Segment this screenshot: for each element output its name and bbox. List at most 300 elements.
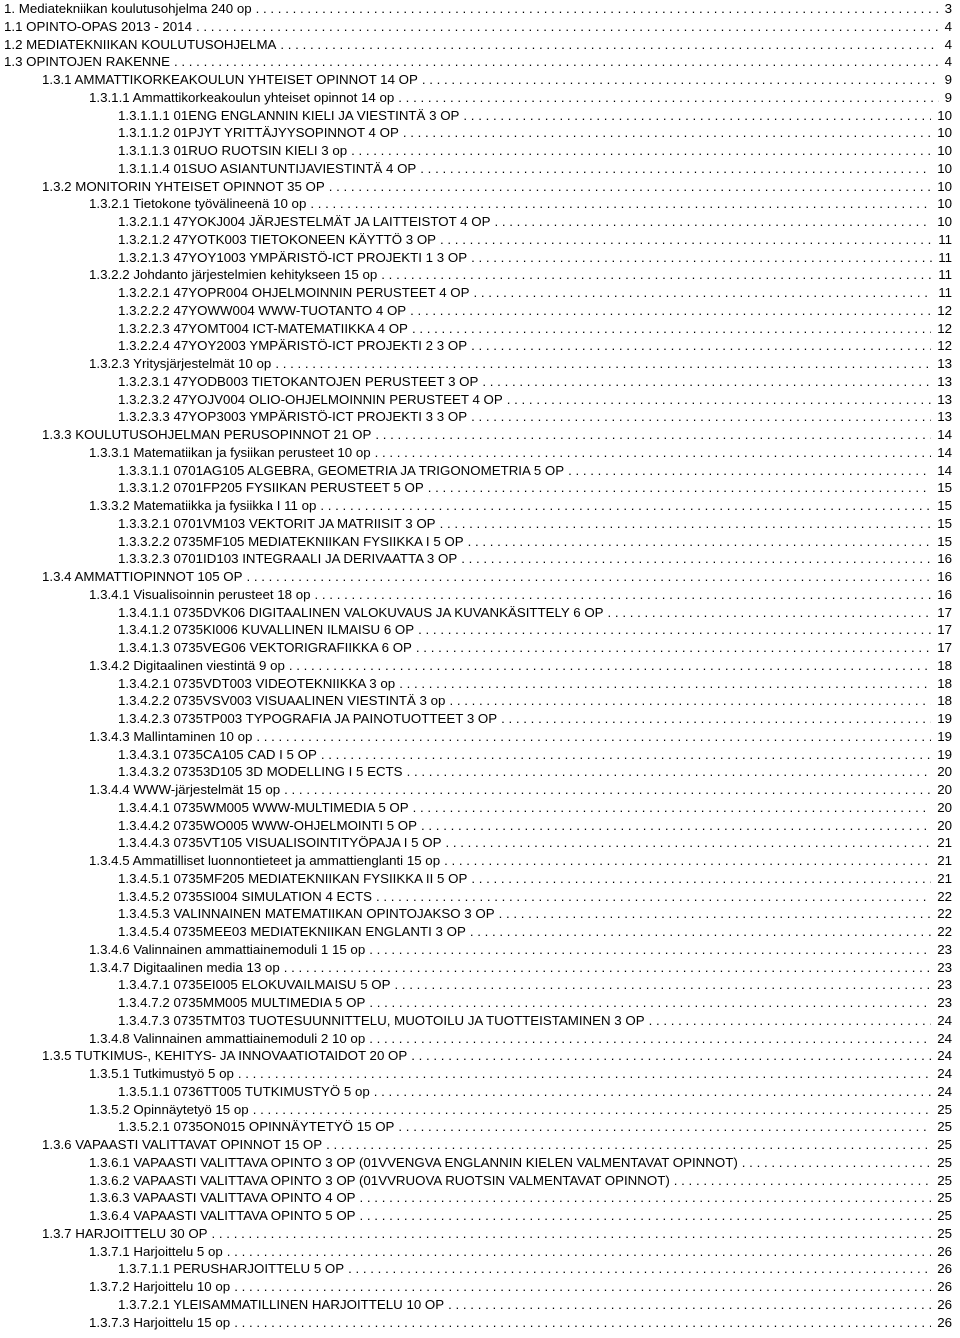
toc-entry-title: 1.3.2.3.2 47YOJV004 OLIO-OHJELMOINNIN PERUSTEET 4 OP <box>118 391 503 407</box>
toc-entry[interactable] <box>0 337 960 355</box>
toc-entry[interactable] <box>0 675 960 693</box>
toc-entry-title: 1.3.4.1.1 0735DVK06 DIGITAALINEN VALOKUVAUS JA KUVANKÄSITTELY 6 OP <box>118 604 604 620</box>
dot-leader <box>463 107 931 125</box>
toc-entry[interactable] <box>0 213 960 231</box>
toc-entry-page-number: 21 <box>937 853 952 868</box>
toc-entry-page-number: 25 <box>937 1137 952 1152</box>
toc-entry-page-number: 11 <box>938 285 952 300</box>
dot-leader <box>742 1154 931 1172</box>
dot-leader <box>445 834 931 852</box>
dot-leader <box>474 284 933 302</box>
toc-entry-title: 1.3.6.1 VAPAASTI VALITTAVA OPINTO 3 OP (01VVENGVA ENGLANNIN KIELEN VALMENTAVAT OPINNOT) <box>89 1154 738 1170</box>
dot-leader <box>449 692 931 710</box>
toc-entry[interactable] <box>0 1243 960 1261</box>
toc-entry-page-number: 20 <box>937 817 952 833</box>
toc-entry-page-number: 20 <box>937 782 952 797</box>
toc-entry[interactable] <box>0 1314 960 1332</box>
toc-entry-page-number: 10 <box>937 178 952 194</box>
toc-entry-title: 1.3.2.1.3 47YOY1003 YMPÄRISTÖ-ICT PROJEKTI 1 3 OP <box>118 249 468 265</box>
toc-entry-page-number: 25 <box>937 1172 952 1188</box>
toc-entry-page-number: 26 <box>937 1296 952 1312</box>
toc-entry-title: 1.3.2.1 Tietokone työvälineenä 10 op <box>89 196 307 212</box>
toc-entry-title: 1.3.4.7 Digitaalinen media 13 op <box>89 959 280 975</box>
toc-entry-title: 1.3.2.3 Yritysjärjestelmät 10 op <box>89 356 272 371</box>
toc-entry[interactable] <box>0 781 960 799</box>
dot-leader <box>256 728 931 746</box>
toc-entry-page-number: 13 <box>937 373 952 389</box>
toc-entry-title: 1.3.2.2 Johdanto järjestelmien kehitykseen 15 op <box>89 267 378 283</box>
toc-entry-page-number: 21 <box>937 870 952 886</box>
dot-leader <box>674 1172 931 1190</box>
toc-entry-page-number: 10 <box>937 125 952 141</box>
toc-entry[interactable] <box>0 1207 960 1225</box>
toc-entry-title: 1.3.7.2 Harjoittelu 10 op <box>89 1279 231 1294</box>
toc-entry[interactable] <box>0 355 960 373</box>
toc-entry-title: 1.3.4.5.3 VALINNAINEN MATEMATIIKAN OPINTOJAKSO 3 OP <box>118 906 495 922</box>
toc-entry[interactable] <box>0 462 960 480</box>
toc-entry[interactable] <box>0 1047 960 1065</box>
toc-entry-page-number: 18 <box>937 693 952 709</box>
toc-entry[interactable] <box>0 142 960 160</box>
dot-leader <box>289 657 931 675</box>
toc-entry-page-number: 19 <box>937 711 952 726</box>
toc-entry-title: 1.3.4.7.1 0735EI005 ELOKUVAILMAISU 5 OP <box>118 977 391 993</box>
dot-leader <box>399 675 931 693</box>
toc-entry-page-number: 25 <box>937 1119 952 1135</box>
dot-leader <box>196 18 939 36</box>
toc-entry[interactable] <box>0 1296 960 1314</box>
toc-entry-page-number: 3 <box>944 1 952 16</box>
toc-entry-page-number: 23 <box>937 941 952 957</box>
toc-entry-title: 1.3.6.4 VAPAASTI VALITTAVA OPINTO 5 OP <box>89 1208 356 1223</box>
dot-leader <box>375 426 931 444</box>
toc-entry-title: 1.3.4.7.3 0735TMT03 TUOTESUUNNITTELU, MUOTOILU JA TUOTTEISTAMINEN 3 OP <box>118 1012 645 1028</box>
dot-leader <box>470 923 931 941</box>
toc-entry-page-number: 15 <box>937 533 952 549</box>
toc-entry[interactable] <box>0 923 960 941</box>
toc-entry-page-number: 13 <box>937 409 952 425</box>
dot-leader <box>418 621 931 639</box>
dot-leader <box>375 444 932 462</box>
toc-entry-title: 1.3.2.3.1 47YODB003 TIETOKANTOJEN PERUSTEET 3 OP <box>118 373 479 389</box>
toc-entry[interactable] <box>0 1278 960 1296</box>
toc-entry[interactable] <box>0 746 960 764</box>
toc-entry-page-number: 17 <box>937 622 952 638</box>
toc-entry-page-number: 17 <box>937 604 952 620</box>
dot-leader <box>320 497 931 515</box>
dot-leader <box>369 994 931 1012</box>
dot-leader <box>428 479 931 497</box>
dot-leader <box>321 746 931 764</box>
toc-entry-page-number: 25 <box>937 1208 952 1223</box>
dot-leader <box>174 53 939 71</box>
toc-entry-title: 1.3.4 AMMATTIOPINNOT 105 OP <box>42 569 243 584</box>
dot-leader <box>315 586 932 604</box>
toc-entry[interactable] <box>0 178 960 196</box>
toc-entry-title: 1.2 MEDIATEKNIIKAN KOULUTUSOHJELMA <box>4 36 277 52</box>
toc-entry-page-number: 12 <box>937 338 952 354</box>
toc-entry[interactable] <box>0 692 960 710</box>
toc-entry[interactable] <box>0 284 960 302</box>
toc-entry[interactable] <box>0 1260 960 1278</box>
toc-entry-page-number: 14 <box>937 444 952 460</box>
toc-entry-title: 1.3.5 TUTKIMUS-, KEHITYS- JA INNOVAATIOTAIDOT 20 OP <box>42 1048 408 1064</box>
toc-entry-page-number: 15 <box>937 480 952 496</box>
toc-entry-title: 1.3.1.1.4 01SUO ASIANTUNTIJAVIESTINTÄ 4 OP <box>118 160 417 176</box>
toc-entry-title: 1.3.4.2.3 0735TP003 TYPOGRAFIA JA PAINOTUOTTEET 3 OP <box>118 711 498 726</box>
toc-entry-title: 1.3.4.3 Mallintaminen 10 op <box>89 728 253 744</box>
dot-leader <box>398 1118 931 1136</box>
toc-entry[interactable] <box>0 834 960 852</box>
toc-entry-title: 1.3.7.3 Harjoittelu 15 op <box>89 1314 231 1330</box>
toc-entry-title: 1.3.4.3.1 0735CA105 CAD I 5 OP <box>118 746 317 762</box>
toc-entry-title: 1.3 OPINTOJEN RAKENNE <box>4 54 171 70</box>
toc-entry-title: 1.3.4.5 Ammatilliset luonnontieteet ja ammattienglanti 15 op <box>89 853 441 868</box>
toc-entry[interactable] <box>0 1083 960 1101</box>
dot-leader <box>507 391 931 409</box>
toc-entry-title: 1.3.5.2.1 0735ON015 OPINNÄYTETYÖ 15 OP <box>118 1119 395 1135</box>
toc-entry-title: 1.3.3.1 Matematiikan ja fysiikan perusteet 10 op <box>89 444 371 460</box>
toc-entry-title: 1.3.1.1.2 01PJYT YRITTÄJYYSOPINNOT 4 OP <box>118 125 399 141</box>
dot-leader <box>310 195 931 213</box>
dot-leader <box>444 852 931 870</box>
toc-entry-page-number: 9 <box>944 72 952 87</box>
dot-leader <box>256 0 939 18</box>
toc-entry-page-number: 24 <box>937 1066 952 1081</box>
toc-entry[interactable] <box>0 302 960 320</box>
toc-entry-title: 1.3.1.1.3 01RUO RUOTSIN KIELI 3 op <box>118 143 348 158</box>
toc-entry-page-number: 11 <box>938 249 952 265</box>
toc-entry[interactable] <box>0 515 960 533</box>
toc-entry-title: 1.3.4.4.3 0735VT105 VISUALISOINTITYÖPAJA I 5 OP <box>118 835 442 851</box>
toc-entry[interactable] <box>0 444 960 462</box>
toc-entry-title: 1.3.4.2.2 0735VSV003 VISUAALINEN VIESTINTÄ 3 op <box>118 693 446 709</box>
toc-entry[interactable] <box>0 249 960 267</box>
toc-entry-page-number: 15 <box>937 515 952 531</box>
toc-entry-title: 1.3.7.1 Harjoittelu 5 op <box>89 1243 223 1259</box>
toc-entry-title: 1.3.2 MONITORIN YHTEISET OPINNOT 35 OP <box>42 178 325 194</box>
toc-entry-page-number: 26 <box>937 1261 952 1277</box>
toc-entry-page-number: 10 <box>937 160 952 176</box>
toc-entry[interactable] <box>0 728 960 746</box>
dot-leader <box>608 604 932 622</box>
toc-entry-page-number: 14 <box>937 462 952 478</box>
toc-entry-page-number: 22 <box>937 924 952 939</box>
dot-leader <box>374 1083 931 1101</box>
dot-leader <box>238 1065 931 1083</box>
toc-entry-page-number: 26 <box>937 1314 952 1330</box>
toc-entry[interactable] <box>0 888 960 906</box>
toc-entry-title: 1.3.5.2 Opinnäytetyö 15 op <box>89 1101 249 1117</box>
dot-leader <box>471 249 932 267</box>
dot-leader <box>381 266 932 284</box>
toc-entry-title: 1.3.4.6 Valinnainen ammattiainemoduli 1 15 op <box>89 941 366 957</box>
toc-entry-title: 1.3.5.1 Tutkimustyö 5 op <box>89 1066 234 1081</box>
toc-entry-title: 1.3.2.1.1 47YOKJ004 JÄRJESTELMÄT JA LAITTEISTOT 4 OP <box>118 214 491 229</box>
toc-entry[interactable] <box>0 1118 960 1136</box>
toc-entry[interactable] <box>0 160 960 178</box>
dot-leader <box>360 1189 932 1207</box>
dot-leader <box>369 941 931 959</box>
toc-entry-title: 1.3.4.2 Digitaalinen viestintä 9 op <box>89 657 285 673</box>
dot-leader <box>234 1278 931 1296</box>
toc-entry-page-number: 12 <box>937 302 952 318</box>
toc-entry[interactable] <box>0 1172 960 1190</box>
toc-entry-page-number: 16 <box>937 586 952 602</box>
toc-entry-title: 1.3.6 VAPAASTI VALITTAVAT OPINNOT 15 OP <box>42 1137 323 1152</box>
toc-entry[interactable] <box>0 1225 960 1243</box>
toc-entry-page-number: 25 <box>937 1190 952 1206</box>
dot-leader <box>471 408 931 426</box>
dot-leader <box>416 639 931 657</box>
toc-entry[interactable] <box>0 18 960 36</box>
dot-leader <box>403 124 931 142</box>
dot-leader <box>395 976 932 994</box>
toc-entry[interactable] <box>0 231 960 249</box>
dot-leader <box>284 959 931 977</box>
toc-entry[interactable] <box>0 0 960 18</box>
toc-entry[interactable] <box>0 604 960 622</box>
dot-leader <box>329 178 931 196</box>
dot-leader <box>407 763 932 781</box>
toc-entry[interactable] <box>0 1065 960 1083</box>
dot-leader <box>234 1314 931 1332</box>
toc-entry-title: 1.3.4.5.1 0735MF205 MEDIATEKNIIKAN FYSIIKKA II 5 OP <box>118 870 468 886</box>
dot-leader <box>501 710 931 728</box>
dot-leader <box>412 320 931 338</box>
toc-entry-title: 1.3.4.4.2 0735WO005 WWW-OHJELMOINTI 5 OP <box>118 817 418 833</box>
toc-entry[interactable] <box>0 408 960 426</box>
toc-entry-page-number: 12 <box>937 320 952 336</box>
toc-entry[interactable] <box>0 763 960 781</box>
toc-entry-title: 1.3.1.1 Ammattikorkeakoulun yhteiset opinnot 14 op <box>89 89 395 105</box>
toc-entry-page-number: 13 <box>937 391 952 407</box>
toc-entry-title: 1.3.6.2 VAPAASTI VALITTAVA OPINTO 3 OP (01VVRUOVA RUOTSIN VALMENTAVAT OPINNOT) <box>89 1172 670 1188</box>
toc-entry[interactable] <box>0 1136 960 1154</box>
toc-entry-title: 1.3.3.2 Matematiikka ja fysiikka I 11 op <box>89 498 317 513</box>
toc-entry[interactable] <box>0 89 960 107</box>
toc-entry-page-number: 24 <box>937 1012 952 1028</box>
toc-entry-title: 1.3.3 KOULUTUSOHJELMAN PERUSOPINNOT 21 OP <box>42 427 372 442</box>
toc-entry-page-number: 13 <box>937 356 952 371</box>
toc-entry-page-number: 15 <box>937 498 952 513</box>
toc-entry-title: 1.3.2.2.2 47YOWW004 WWW-TUOTANTO 4 OP <box>118 302 407 318</box>
toc-entry[interactable] <box>0 959 960 977</box>
toc-entry-page-number: 4 <box>944 36 952 52</box>
toc-entry-page-number: 10 <box>937 196 952 212</box>
toc-entry-title: 1.3.4.1.2 0735KI006 KUVALLINEN ILMAISU 6 OP <box>118 622 415 638</box>
toc-entry-page-number: 22 <box>937 906 952 922</box>
toc-entry-page-number: 14 <box>937 427 952 442</box>
toc-entry-title: 1.3.4.2.1 0735VDT003 VIDEOTEKNIIKKA 3 op <box>118 675 396 691</box>
toc-entry-page-number: 20 <box>937 799 952 815</box>
toc-entry[interactable] <box>0 1189 960 1207</box>
dot-leader <box>494 213 931 231</box>
dot-leader <box>411 1047 931 1065</box>
dot-leader <box>448 1296 931 1314</box>
dot-leader <box>280 36 938 54</box>
toc-entry[interactable] <box>0 870 960 888</box>
dot-leader <box>351 142 931 160</box>
toc-entry-title: 1.3.4.5.4 0735MEE03 MEDIATEKNIIKAN ENGLANTI 3 OP <box>118 924 466 939</box>
toc-entry-page-number: 11 <box>938 231 952 247</box>
toc-entry-title: 1.3.2.2.3 47YOMT004 ICT-MATEMATIIKKA 4 OP <box>118 320 408 336</box>
toc-entry[interactable] <box>0 479 960 497</box>
toc-entry-page-number: 25 <box>937 1154 952 1170</box>
toc-entry[interactable] <box>0 36 960 54</box>
dot-leader <box>212 1225 932 1243</box>
toc-entry-title: 1.3.1 AMMATTIKORKEAKOULUN YHTEISET OPINNOT 14 OP <box>42 72 418 87</box>
dot-leader <box>649 1012 932 1030</box>
toc-entry[interactable] <box>0 533 960 551</box>
toc-entry[interactable] <box>0 799 960 817</box>
dot-leader <box>471 337 931 355</box>
toc-entry[interactable] <box>0 266 960 284</box>
dot-leader <box>410 302 931 320</box>
toc-entry-page-number: 23 <box>937 977 952 993</box>
toc-entry[interactable] <box>0 621 960 639</box>
toc-entry[interactable] <box>0 941 960 959</box>
toc-entry-page-number: 24 <box>937 1030 952 1046</box>
toc-entry-page-number: 22 <box>937 888 952 904</box>
toc-entry[interactable] <box>0 586 960 604</box>
dot-leader <box>468 533 932 551</box>
dot-leader <box>482 373 931 391</box>
toc-entry-page-number: 11 <box>938 267 952 283</box>
toc-entry-page-number: 16 <box>937 569 952 584</box>
dot-leader <box>440 515 932 533</box>
toc-entry[interactable] <box>0 320 960 338</box>
toc-entry[interactable] <box>0 124 960 142</box>
dot-leader <box>275 355 931 373</box>
toc-entry[interactable] <box>0 639 960 657</box>
toc-entry[interactable] <box>0 817 960 835</box>
toc-entry-page-number: 18 <box>937 657 952 673</box>
toc-entry[interactable] <box>0 657 960 675</box>
toc-entry-title: 1.3.6.3 VAPAASTI VALITTAVA OPINTO 4 OP <box>89 1190 356 1206</box>
toc-entry[interactable] <box>0 852 960 870</box>
toc-entry-page-number: 16 <box>937 551 952 567</box>
dot-leader <box>461 550 931 568</box>
toc-entry-page-number: 24 <box>937 1048 952 1064</box>
dot-leader <box>247 568 932 586</box>
toc-entry[interactable] <box>0 976 960 994</box>
toc-entry-title: 1.3.2.1.2 47YOTK003 TIETOKONEEN KÄYTTÖ 3 OP <box>118 231 437 247</box>
dot-leader <box>398 89 938 107</box>
toc-entry-title: 1.3.3.2.3 0701ID103 INTEGRAALI JA DERIVAATTA 3 OP <box>118 551 458 567</box>
toc-entry-title: 1.3.7 HARJOITTELU 30 OP <box>42 1225 208 1241</box>
toc-entry[interactable] <box>0 391 960 409</box>
toc-entry-title: 1.3.7.1.1 PERUSHARJOITTELU 5 OP <box>118 1261 345 1277</box>
toc-entry-title: 1.3.3.1.2 0701FP205 FYSIIKAN PERUSTEET 5 OP <box>118 480 424 496</box>
dot-leader <box>284 781 931 799</box>
toc-entry[interactable] <box>0 53 960 71</box>
dot-leader <box>376 888 931 906</box>
toc-entry-title: 1.3.2.3.3 47YOP3003 YMPÄRISTÖ-ICT PROJEKTI 3 3 OP <box>118 409 468 425</box>
toc-entry-page-number: 26 <box>937 1279 952 1294</box>
toc-entry[interactable] <box>0 710 960 728</box>
toc-entry-page-number: 10 <box>937 143 952 158</box>
dot-leader <box>369 1030 931 1048</box>
toc-entry-page-number: 25 <box>937 1225 952 1241</box>
toc-entry[interactable] <box>0 1101 960 1119</box>
dot-leader <box>253 1101 932 1119</box>
toc-entry-title: 1.3.4.1 Visualisoinnin perusteet 18 op <box>89 586 311 602</box>
toc-entry-page-number: 23 <box>937 995 952 1010</box>
toc-entry-page-number: 26 <box>937 1243 952 1259</box>
toc-entry-title: 1.3.4.7.2 0735MM005 MULTIMEDIA 5 OP <box>118 995 366 1010</box>
toc-entry[interactable] <box>0 373 960 391</box>
toc-entry-page-number: 19 <box>937 728 952 744</box>
toc-entry-page-number: 18 <box>937 675 952 691</box>
dot-leader <box>413 799 932 817</box>
toc-entry-title: 1.3.4.5.2 0735SI004 SIMULATION 4 ECTS <box>118 888 372 904</box>
toc-entry-title: 1.3.2.2.1 47YOPR004 OHJELMOINNIN PERUSTEET 4 OP <box>118 285 470 300</box>
toc-entry[interactable] <box>0 426 960 444</box>
toc-entry-title: 1.3.3.1.1 0701AG105 ALGEBRA, GEOMETRIA JA TRIGONOMETRIA 5 OP <box>118 462 565 478</box>
toc-entry[interactable] <box>0 1030 960 1048</box>
toc-entry[interactable] <box>0 497 960 515</box>
toc-entry-page-number: 17 <box>937 640 952 655</box>
toc-entry-page-number: 20 <box>937 764 952 780</box>
dot-leader <box>326 1136 931 1154</box>
dot-leader <box>440 231 932 249</box>
toc-entry-title: 1.3.4.8 Valinnainen ammattiainemoduli 2 10 op <box>89 1030 366 1046</box>
dot-leader <box>360 1207 932 1225</box>
toc-entry[interactable] <box>0 994 960 1012</box>
toc-entry-title: 1.3.3.2.2 0735MF105 MEDIATEKNIIKAN FYSIIKKA I 5 OP <box>118 533 464 549</box>
toc-entry-title: 1. Mediatekniikan koulutusohjelma 240 op <box>4 1 252 16</box>
toc-entry-title: 1.3.5.1.1 0736TT005 TUTKIMUSTYÖ 5 op <box>118 1083 370 1099</box>
toc-entry[interactable] <box>0 568 960 586</box>
toc-entry-page-number: 19 <box>937 746 952 762</box>
toc-entry-title: 1.3.7.2.1 YLEISAMMATILLINEN HARJOITTELU 10 OP <box>118 1296 445 1312</box>
toc-entry-title: 1.3.4.4.1 0735WM005 WWW-MULTIMEDIA 5 OP <box>118 799 409 815</box>
toc-entry[interactable] <box>0 1154 960 1172</box>
toc-entry[interactable] <box>0 1012 960 1030</box>
dot-leader <box>422 71 939 89</box>
toc-entry[interactable] <box>0 195 960 213</box>
toc-entry-title: 1.3.2.2.4 47YOY2003 YMPÄRISTÖ-ICT PROJEKTI 2 3 OP <box>118 338 468 354</box>
toc-entry[interactable] <box>0 905 960 923</box>
dot-leader <box>499 905 932 923</box>
dot-leader <box>568 462 931 480</box>
toc-entry[interactable] <box>0 71 960 89</box>
toc-entry-title: 1.3.1.1.1 01ENG ENGLANNIN KIELI JA VIESTINTÄ 3 OP <box>118 107 460 123</box>
toc-entry-page-number: 10 <box>937 214 952 229</box>
toc-entry-page-number: 23 <box>937 959 952 975</box>
dot-leader <box>421 817 931 835</box>
toc-entry-title: 1.3.4.3.2 07353D105 3D MODELLING I 5 ECTS <box>118 764 403 780</box>
toc-entry-page-number: 4 <box>944 18 952 34</box>
toc-entry-page-number: 10 <box>937 107 952 123</box>
dot-leader <box>227 1243 931 1261</box>
toc-entry-title: 1.3.4.1.3 0735VEG06 VEKTORIGRAFIIKKA 6 OP <box>118 640 412 655</box>
toc-entry-page-number: 24 <box>937 1083 952 1099</box>
dot-leader <box>471 870 931 888</box>
toc-entry-title: 1.3.4.4 WWW-järjestelmät 15 op <box>89 782 281 797</box>
toc-entry[interactable] <box>0 107 960 125</box>
toc-entry-page-number: 21 <box>937 835 952 851</box>
dot-leader <box>348 1260 931 1278</box>
toc-entry-page-number: 25 <box>937 1101 952 1117</box>
toc-entry-page-number: 9 <box>944 89 952 105</box>
toc-entry[interactable] <box>0 550 960 568</box>
dot-leader <box>420 160 931 178</box>
toc-entry-title: 1.1 OPINTO-OPAS 2013 - 2014 <box>4 18 192 34</box>
toc-entry-page-number: 4 <box>944 54 952 70</box>
toc-entry-title: 1.3.3.2.1 0701VM103 VEKTORIT JA MATRIISIT 3 OP <box>118 515 436 531</box>
